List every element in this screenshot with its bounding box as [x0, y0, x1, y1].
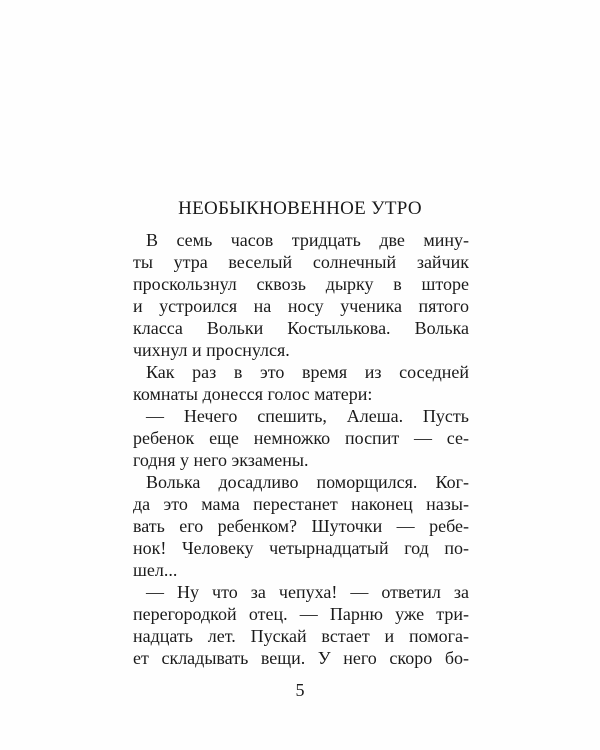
text-line: ты утра веселый солнечный зайчик	[133, 252, 469, 272]
text-line: перегородкой отец. — Парню уже три-	[133, 604, 469, 624]
text-line: годня у него экзамены.	[133, 450, 309, 470]
text-line: — Ну что за чепуха! — ответил за	[146, 582, 469, 602]
body-text	[133, 229, 469, 669]
text-line: ребенок еще немножко поспит — се-	[133, 428, 469, 448]
text-line: шел...	[133, 560, 178, 580]
text-line: Волька досадливо поморщился. Ког-	[146, 472, 469, 492]
text-line: — Нечего спешить, Алеша. Пусть	[146, 406, 469, 426]
text-line: проскользнул сквозь дырку в шторе	[133, 274, 469, 294]
text-line: ет складывать вещи. У него скоро бо-	[133, 648, 469, 668]
text-line: и устроился на носу ученика пятого	[133, 296, 469, 316]
chapter-title: НЕОБЫКНОВЕННОЕ УТРО	[178, 198, 422, 219]
text-line: комнаты донесся голос матери:	[133, 384, 373, 404]
text-line: надцать лет. Пускай встает и помога-	[133, 626, 469, 646]
text-line: В семь часов тридцать две мину-	[146, 230, 469, 250]
text-line: чихнул и проснулся.	[133, 340, 290, 360]
text-line: вать его ребенком? Шуточки — ребе-	[133, 516, 469, 536]
page-number: 5	[295, 680, 305, 700]
text-line: да это мама перестанет наконец назы-	[133, 494, 469, 514]
text-line: Как раз в это время из соседней	[146, 362, 469, 382]
text-line: класса Вольки Костылькова. Волька	[133, 318, 469, 338]
text-line: нок! Человеку четырнадцатый год по-	[133, 538, 469, 558]
